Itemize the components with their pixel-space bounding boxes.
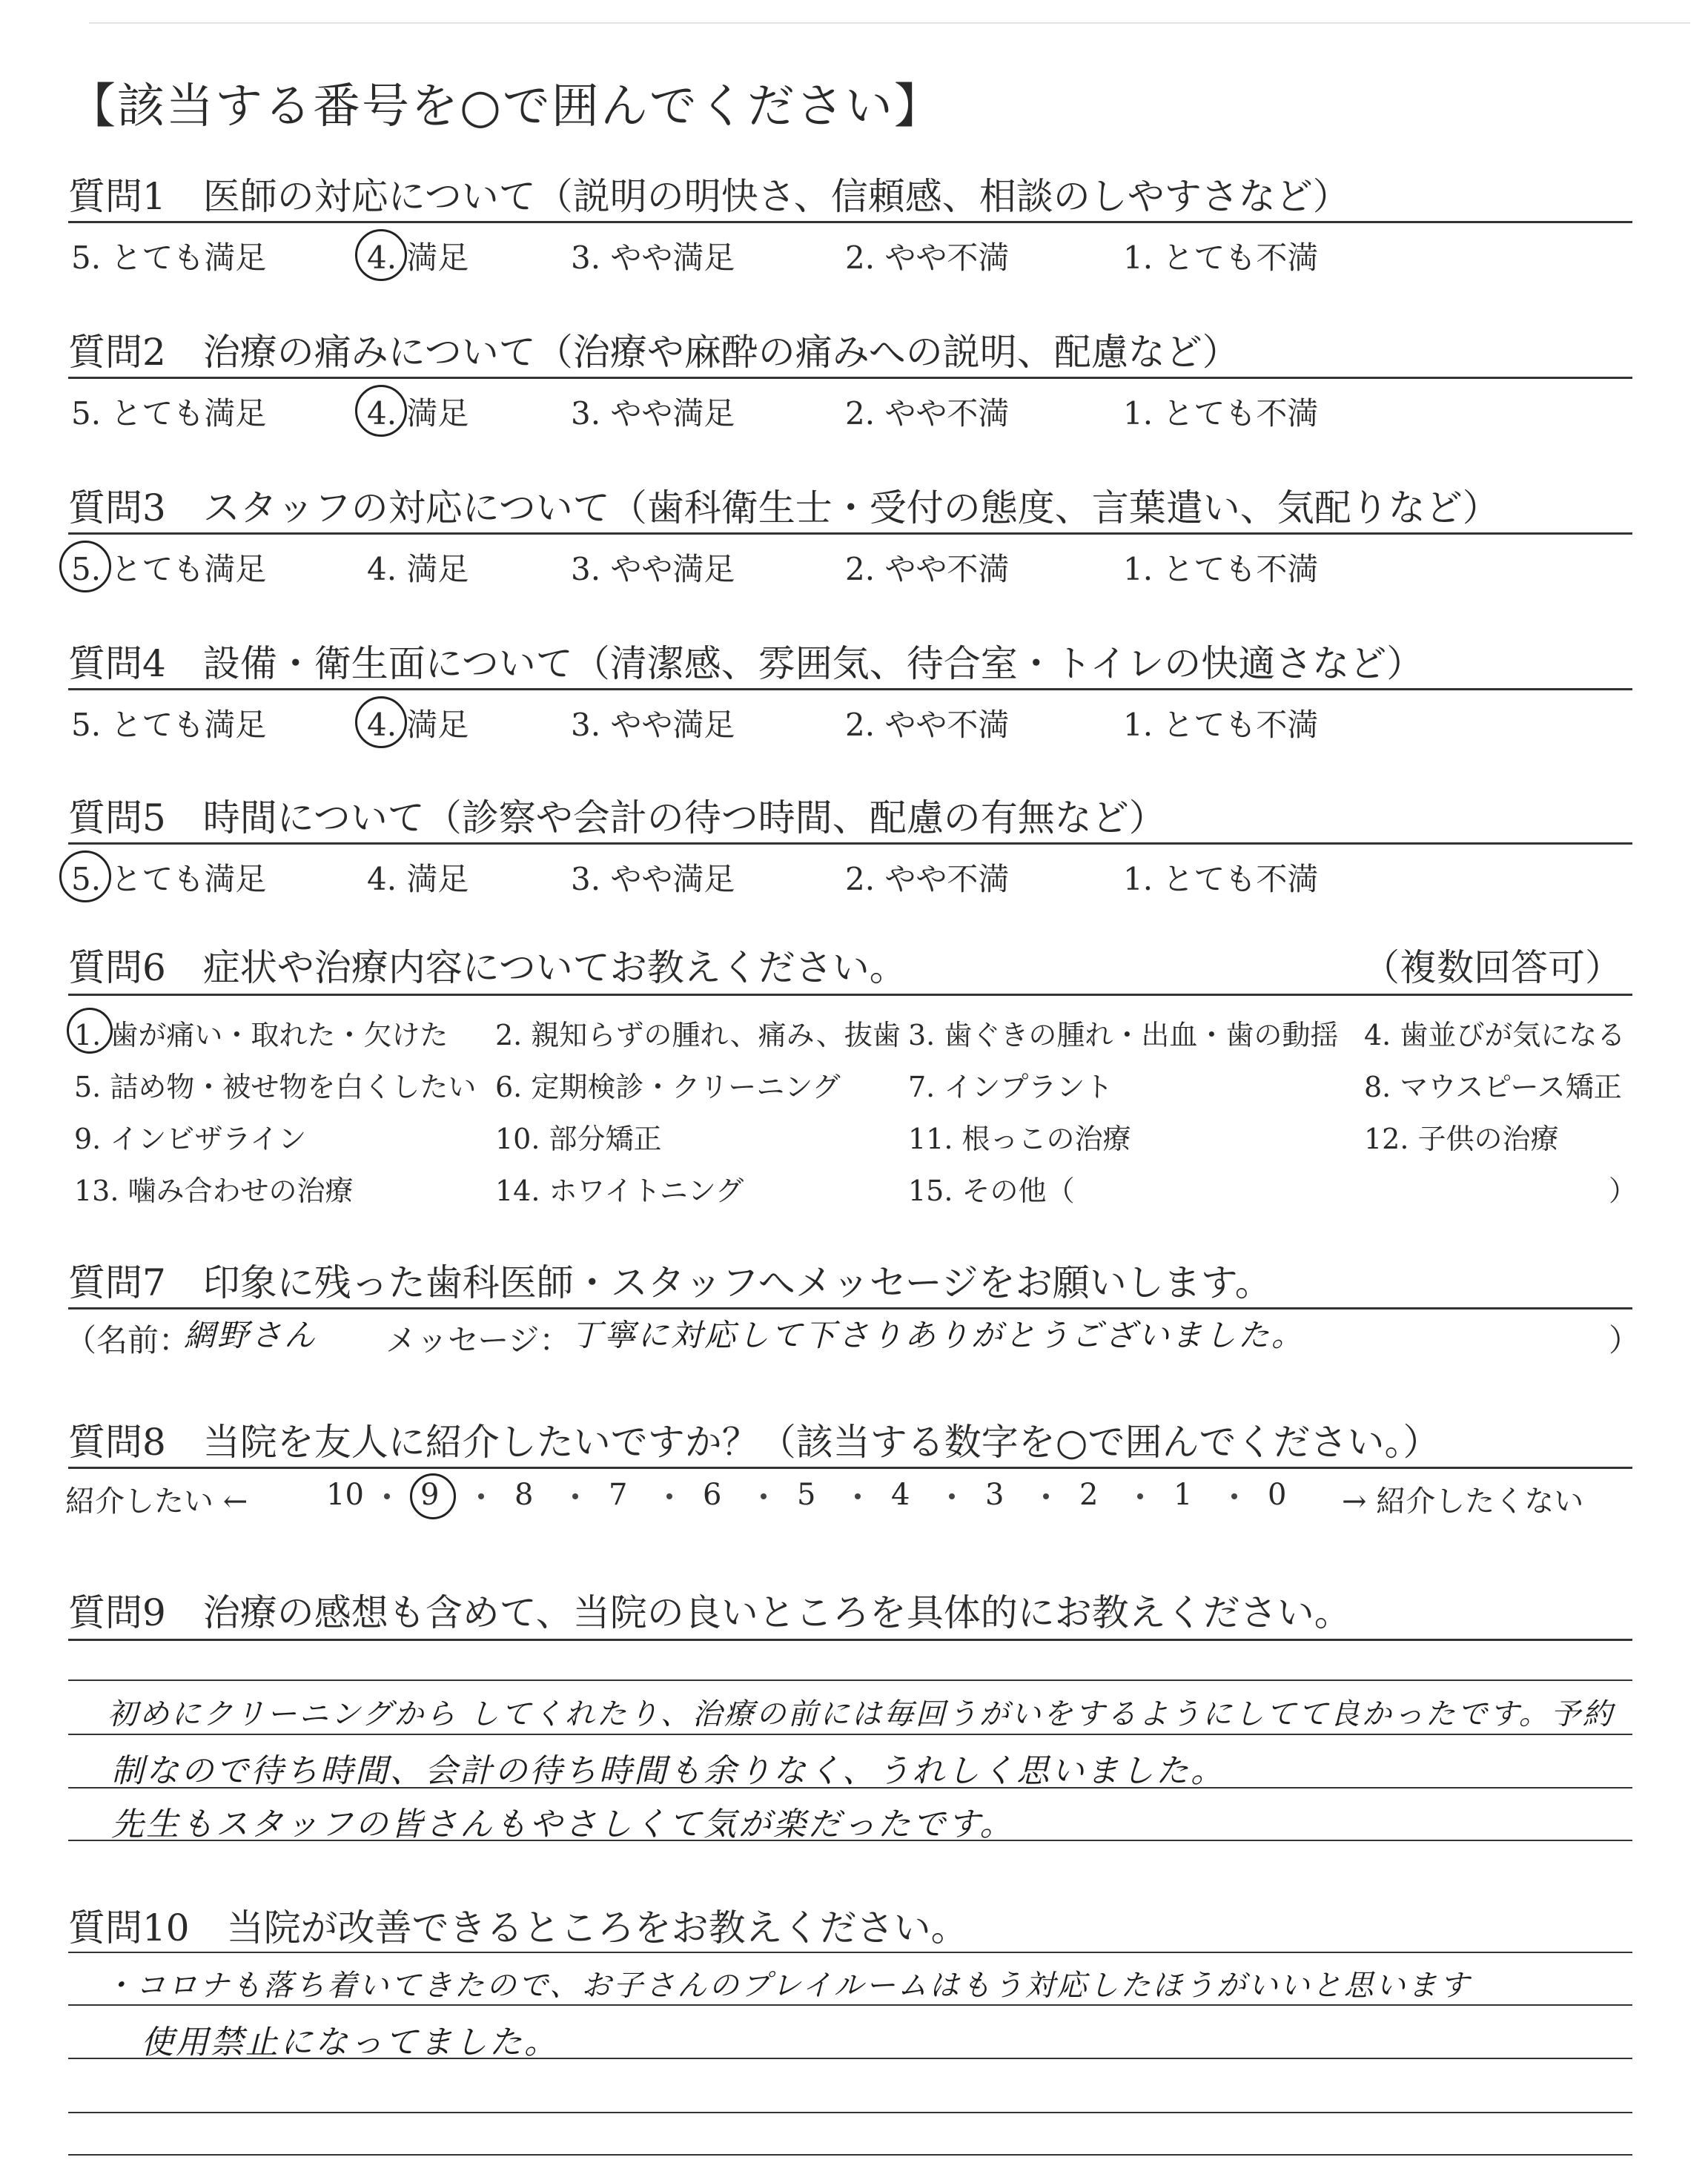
q2-rule	[68, 377, 1632, 379]
q8-scale-dot	[1043, 1493, 1049, 1499]
q8-scale-0[interactable]: 0	[1268, 1478, 1287, 1512]
q10-answer-line	[68, 2154, 1632, 2156]
q9-rule	[68, 1639, 1632, 1641]
q8-scale-dot	[949, 1493, 955, 1499]
q4-rule	[68, 688, 1632, 690]
q8-scale-5[interactable]: 5	[797, 1478, 816, 1512]
q7-message-label: メッセージ：	[385, 1322, 571, 1358]
q4-option-5[interactable]: 5. とても満足	[71, 707, 267, 743]
q4-title: 質問4 設備・衛生面について（清潔感、雰囲気、待合室・トイレの快適さなど）	[68, 642, 1424, 685]
q7-close-paren: ）	[1609, 1322, 1641, 1358]
q6-selection-circle	[67, 1008, 113, 1054]
q6-multiple-note: （複数回答可）	[1363, 946, 1622, 989]
q9-handwritten-line: 初めにクリーニングから してくれたり、治療の前には毎回うがいをするようにしてて良かったです。予約	[107, 1697, 1615, 1731]
q2-selection-circle	[355, 385, 407, 437]
q6-item-15[interactable]: 15. その他（	[908, 1175, 1075, 1207]
q6-item-13[interactable]: 13. 噛み合わせの治療	[74, 1175, 354, 1207]
q3-option-2[interactable]: 2. やや不満	[845, 551, 1010, 587]
q2-option-5[interactable]: 5. とても満足	[71, 395, 267, 432]
page-header: 【該当する番号を○で囲んでください】	[68, 79, 943, 134]
q7-message-handwritten: 丁寧に対応して下さりありがとうございました。	[571, 1317, 1305, 1353]
q8-scale-3[interactable]: 3	[985, 1478, 1004, 1512]
q6-item-2[interactable]: 2. 親知らずの腫れ、痛み、抜歯	[495, 1019, 901, 1051]
q6-item-4[interactable]: 4. 歯並びが気になる	[1364, 1019, 1626, 1051]
q8-scale-dot	[1231, 1493, 1237, 1499]
q8-scale-7[interactable]: 7	[609, 1478, 628, 1512]
q6-item-11[interactable]: 11. 根っこの治療	[908, 1123, 1131, 1155]
q9-handwritten-line: 制なので待ち時間、会計の待ち時間も余りなく、うれしく思いました。	[111, 1752, 1226, 1790]
q6-item-5[interactable]: 5. 詰め物・被せ物を白くしたい	[74, 1071, 477, 1103]
top-border-line	[89, 22, 1690, 24]
q7-rule	[68, 1307, 1632, 1309]
q1-selection-circle	[355, 229, 407, 281]
q5-option-3[interactable]: 3. やや満足	[571, 861, 735, 897]
q6-title: 質問6 症状や治療内容についてお教えください。	[68, 946, 907, 989]
q8-scale-2[interactable]: 2	[1079, 1478, 1099, 1512]
q5-option-5[interactable]: 5. とても満足	[71, 861, 267, 897]
q5-rule	[68, 842, 1632, 845]
q9-title: 質問9 治療の感想も含めて、当院の良いところを具体的にお教えください。	[68, 1591, 1351, 1634]
q7-title: 質問7 印象に残った歯科医師・スタッフへメッセージをお願いします。	[68, 1261, 1272, 1304]
q10-answer-line	[68, 1952, 1632, 1953]
q2-option-4[interactable]: 4. 満足	[367, 395, 469, 432]
q9-handwritten-line: 先生もスタッフの皆さんもやさしくて気が楽だったです。	[111, 1806, 1015, 1843]
q8-scale-dot	[1137, 1493, 1143, 1499]
q1-option-1[interactable]: 1. とても不満	[1123, 240, 1319, 276]
q3-rule	[68, 532, 1632, 535]
q8-scale-4[interactable]: 4	[891, 1478, 910, 1512]
q8-scale-9[interactable]: 9	[420, 1478, 440, 1512]
q5-selection-circle	[59, 851, 111, 902]
q1-rule	[68, 221, 1632, 223]
q10-answer-line	[68, 2112, 1632, 2113]
q8-scale-1[interactable]: 1	[1174, 1478, 1193, 1512]
q2-option-3[interactable]: 3. やや満足	[571, 395, 735, 432]
q3-option-5[interactable]: 5. とても満足	[71, 551, 267, 587]
q4-option-1[interactable]: 1. とても不満	[1123, 707, 1319, 743]
q4-selection-circle	[355, 696, 407, 748]
q6-item-14[interactable]: 14. ホワイトニング	[495, 1175, 744, 1207]
q8-title: 質問8 当院を友人に紹介したいですか？（該当する数字を○で囲んでください。）	[68, 1421, 1440, 1464]
q3-option-4[interactable]: 4. 満足	[367, 551, 469, 587]
q1-option-5[interactable]: 5. とても満足	[71, 240, 267, 276]
q3-option-3[interactable]: 3. やや満足	[571, 551, 735, 587]
q6-item-12[interactable]: 12. 子供の治療	[1364, 1123, 1559, 1155]
q2-title: 質問2 治療の痛みについて（治療や麻酔の痛みへの説明、配慮など）	[68, 331, 1239, 374]
q10-handwritten-line: 使用禁止になってました。	[141, 2024, 559, 2061]
q1-title: 質問1 医師の対応について（説明の明快さ、信頼感、相談のしやすさなど）	[68, 175, 1350, 218]
q5-option-1[interactable]: 1. とても不満	[1123, 861, 1319, 897]
q8-scale-dot	[855, 1493, 861, 1499]
q6-item-9[interactable]: 9. インビザライン	[74, 1123, 307, 1155]
q10-title: 質問10 当院が改善できるところをお教えください。	[68, 1906, 968, 1949]
q6-rule	[68, 994, 1632, 996]
q2-option-1[interactable]: 1. とても不満	[1123, 395, 1319, 432]
q9-answer-line	[68, 1680, 1632, 1681]
q8-scale-dot	[384, 1493, 390, 1499]
q8-scale-dot	[478, 1493, 484, 1499]
q7-name-label: （名前：	[65, 1322, 191, 1358]
q1-option-2[interactable]: 2. やや不満	[845, 240, 1010, 276]
q8-selection-circle	[410, 1473, 456, 1519]
q5-option-2[interactable]: 2. やや不満	[845, 861, 1010, 897]
q5-title: 質問5 時間について（診察や会計の待つ時間、配慮の有無など）	[68, 796, 1166, 839]
q10-answer-line	[68, 2004, 1632, 2006]
q8-scale-dot	[761, 1493, 767, 1499]
q5-option-4[interactable]: 4. 満足	[367, 861, 469, 897]
q3-selection-circle	[59, 541, 111, 592]
q6-item-3[interactable]: 3. 歯ぐきの腫れ・出血・歯の動揺	[908, 1019, 1339, 1051]
q4-option-3[interactable]: 3. やや満足	[571, 707, 735, 743]
q6-other-close-paren: ）	[1609, 1175, 1638, 1207]
q2-option-2[interactable]: 2. やや不満	[845, 395, 1010, 432]
q8-right-label: → 紹介したくない	[1342, 1484, 1584, 1519]
q3-option-1[interactable]: 1. とても不満	[1123, 551, 1319, 587]
q8-rule	[68, 1467, 1632, 1469]
q7-name-handwritten: 網野さん	[184, 1317, 318, 1353]
q6-item-1[interactable]: 1. 歯が痛い・取れた・欠けた	[74, 1019, 448, 1051]
q6-item-7[interactable]: 7. インプラント	[908, 1071, 1113, 1103]
q8-left-label: 紹介したい ←	[65, 1484, 248, 1519]
q10-handwritten-line: ・コロナも落ち着いてきたので、お子さんのプレイルームはもう対応したほうがいいと思います	[104, 1969, 1472, 2003]
q8-scale-dot	[666, 1493, 672, 1499]
q3-title: 質問3 スタッフの対応について（歯科衛生士・受付の態度、言葉遣い、気配りなど）	[68, 486, 1500, 529]
q9-answer-line	[68, 1734, 1632, 1735]
q6-item-6[interactable]: 6. 定期検診・クリーニング	[495, 1071, 841, 1103]
q1-option-4[interactable]: 4. 満足	[367, 240, 469, 276]
q6-item-8[interactable]: 8. マウスピース矯正	[1364, 1071, 1622, 1103]
q8-scale-8[interactable]: 8	[514, 1478, 534, 1512]
q8-scale-dot	[572, 1493, 578, 1499]
q4-option-2[interactable]: 2. やや不満	[845, 707, 1010, 743]
q4-option-4[interactable]: 4. 満足	[367, 707, 469, 743]
q6-item-10[interactable]: 10. 部分矯正	[495, 1123, 662, 1155]
q8-scale-10[interactable]: 10	[326, 1478, 364, 1512]
q1-option-3[interactable]: 3. やや満足	[571, 240, 735, 276]
q8-scale-6[interactable]: 6	[703, 1478, 722, 1512]
